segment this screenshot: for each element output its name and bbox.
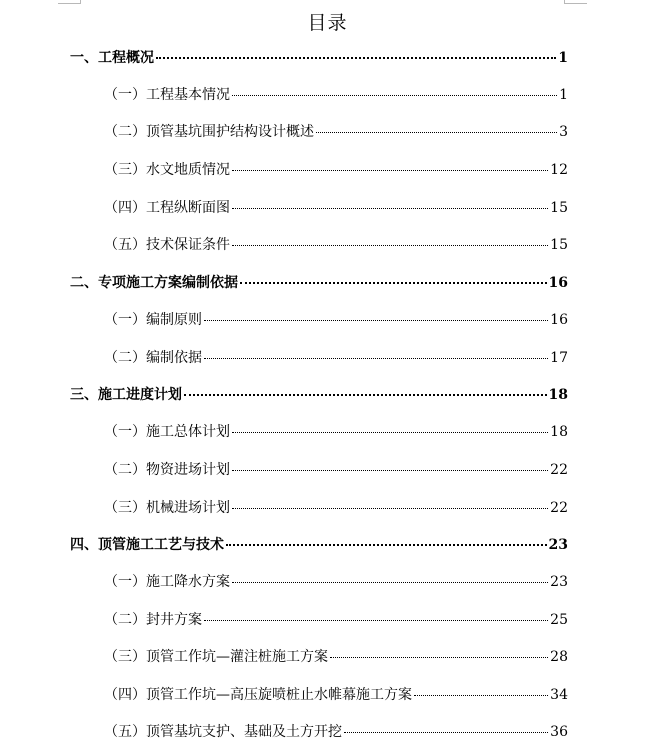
dot-leader [232, 581, 548, 583]
toc-entry[interactable] [104, 498, 568, 518]
toc-entry-page: 28 [550, 649, 568, 665]
toc-entry[interactable] [70, 385, 568, 405]
toc-entry-page: 16 [550, 312, 568, 328]
toc-entry-text: （一）工程基本情况 [104, 87, 230, 103]
toc-entry-page: 17 [550, 350, 568, 366]
toc-entry[interactable] [104, 460, 568, 480]
toc-entry[interactable] [104, 348, 568, 368]
toc-entry-text: 二、专项施工方案编制依据 [70, 275, 238, 291]
toc-entry-text: （二）编制依据 [104, 350, 202, 366]
dot-leader [316, 131, 557, 133]
toc-entry-text: （三）水文地质情况 [104, 162, 230, 178]
toc-entry-text: 四、顶管施工工艺与技术 [70, 537, 224, 553]
dot-leader [232, 469, 548, 471]
toc-title: 目录 [307, 12, 348, 34]
toc-entry-text: 一、工程概况 [70, 50, 154, 66]
toc-entry[interactable] [104, 198, 568, 218]
page-corner-mark-right [564, 0, 587, 4]
toc-entry[interactable] [70, 535, 568, 555]
toc-entry-text: （二）封井方案 [104, 612, 202, 628]
toc-entry-page: 34 [550, 687, 568, 703]
toc-entry[interactable] [104, 572, 568, 592]
dot-leader [232, 244, 548, 246]
dot-leader [344, 731, 548, 733]
dot-leader [226, 543, 547, 546]
toc-entry[interactable] [104, 685, 568, 705]
toc-entry-page: 15 [550, 237, 568, 253]
dot-leader [156, 56, 556, 59]
toc-entry-page: 15 [550, 200, 568, 216]
toc-entry[interactable] [104, 160, 568, 180]
toc-entry-page: 3 [559, 124, 568, 140]
dot-leader [232, 94, 557, 96]
toc-entry[interactable] [104, 610, 568, 630]
toc-entry-text: （三）机械进场计划 [104, 500, 230, 516]
toc-entry-text: （一）施工降水方案 [104, 574, 230, 590]
dot-leader [184, 393, 547, 396]
dot-leader [204, 319, 548, 321]
toc-entry-text: （三）顶管工作坑—灌注桩施工方案 [104, 649, 328, 665]
toc-entry-page: 18 [548, 387, 568, 403]
toc-entry-text: （四）工程纵断面图 [104, 200, 230, 216]
toc-entry-text: （四）顶管工作坑—高压旋喷桩止水帷幕施工方案 [104, 687, 412, 703]
dot-leader [240, 281, 547, 284]
toc-entry[interactable] [104, 235, 568, 255]
toc-entry-page: 22 [550, 500, 568, 516]
toc-entry-page: 23 [548, 537, 568, 553]
toc-entry-page: 25 [550, 612, 568, 628]
page-corner-mark-left [58, 0, 81, 4]
toc-entry-page: 12 [550, 162, 568, 178]
toc-entry-text: （一）编制原则 [104, 312, 202, 328]
toc-entry-page: 23 [550, 574, 568, 590]
dot-leader [204, 619, 548, 621]
toc-entry[interactable] [104, 647, 568, 667]
toc-entry-page: 1 [558, 50, 568, 66]
toc-entry-text: （二）顶管基坑围护结构设计概述 [104, 124, 314, 140]
dot-leader [414, 694, 548, 696]
dot-leader [232, 507, 548, 509]
toc-entry[interactable] [104, 122, 568, 142]
dot-leader [232, 207, 548, 209]
dot-leader [232, 169, 548, 171]
toc-entry[interactable] [104, 422, 568, 442]
toc-entry-text: （一）施工总体计划 [104, 424, 230, 440]
toc-entry[interactable] [70, 273, 568, 293]
dot-leader [330, 656, 548, 658]
toc-entry[interactable] [104, 722, 568, 742]
toc-entry-page: 18 [550, 424, 568, 440]
toc-entry-text: （五）顶管基坑支护、基础及土方开挖 [104, 724, 342, 740]
toc-entry-page: 36 [550, 724, 568, 740]
dot-leader [204, 357, 548, 359]
toc-entry-text: （五）技术保证条件 [104, 237, 230, 253]
toc-entry-text: 三、施工进度计划 [70, 387, 182, 403]
toc-entry-page: 1 [559, 87, 568, 103]
toc-entry-page: 16 [548, 275, 568, 291]
toc-entry[interactable] [104, 85, 568, 105]
toc-entry-text: （二）物资进场计划 [104, 462, 230, 478]
dot-leader [232, 431, 548, 433]
toc-entry[interactable] [104, 310, 568, 330]
toc-entry-page: 22 [550, 462, 568, 478]
toc-entry[interactable] [70, 48, 568, 68]
